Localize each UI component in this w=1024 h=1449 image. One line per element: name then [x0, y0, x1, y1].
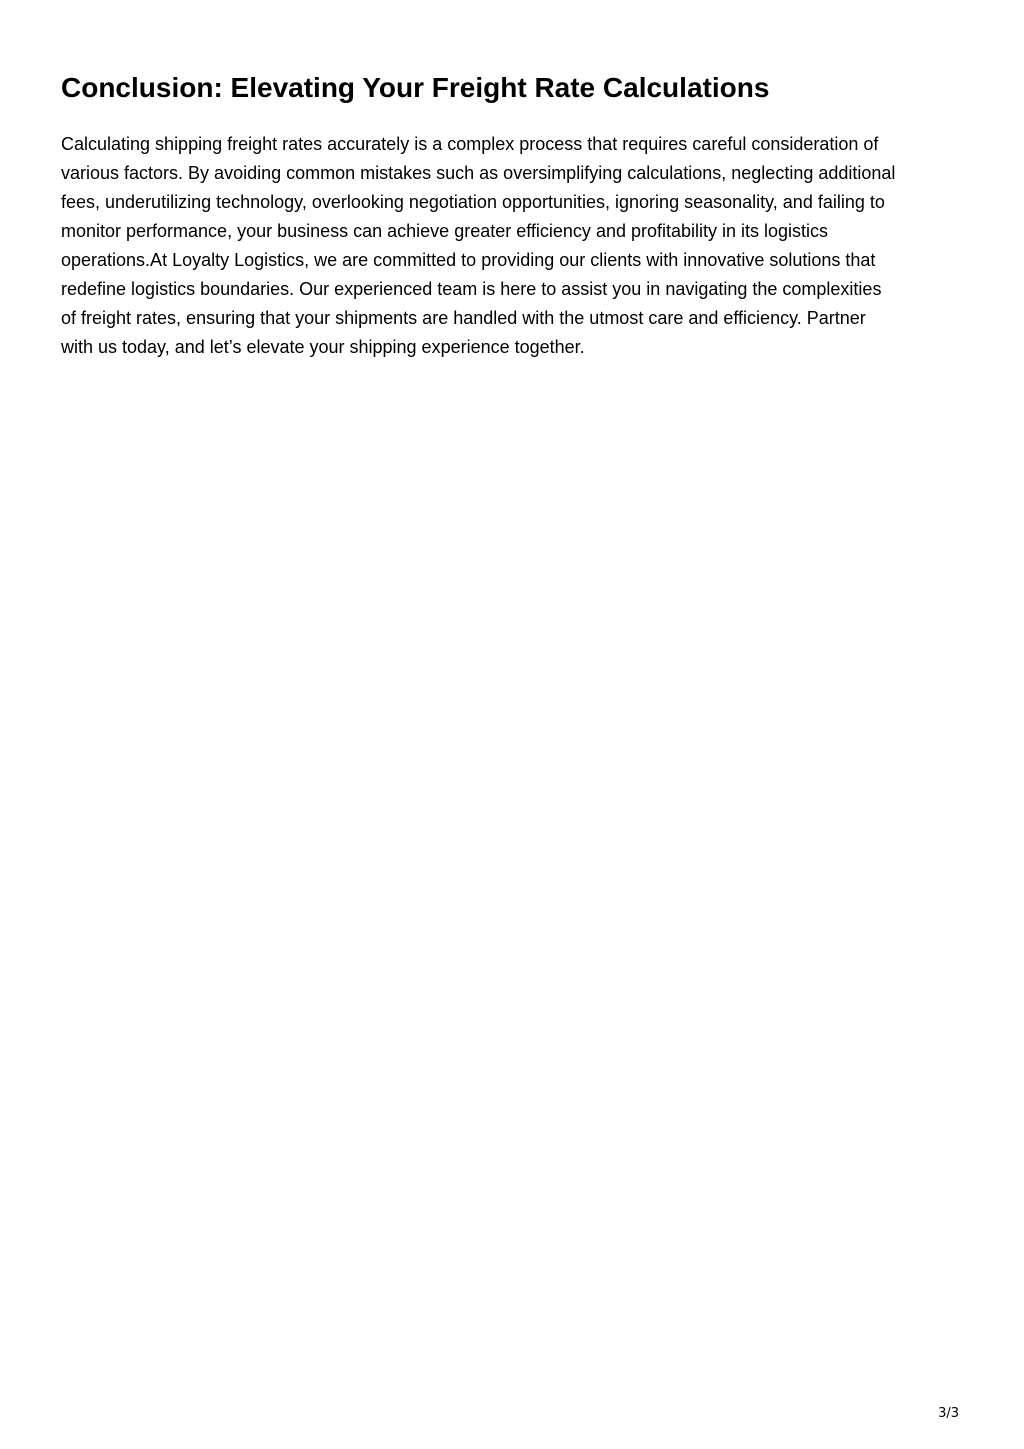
paragraph-line: fees, underutilizing technology, overlooking negotiation opportunities, ignoring seasonality, and failing to	[61, 192, 885, 212]
page-number: 3/3	[938, 1406, 959, 1421]
paragraph-line: Calculating shipping freight rates accurately is a complex process that requires careful consideration of	[61, 134, 879, 154]
section-heading: Conclusion: Elevating Your Freight Rate Calculations	[61, 72, 770, 103]
paragraph-line: with us today, and let’s elevate your shipping experience together.	[61, 337, 585, 357]
paragraph-line: of freight rates, ensuring that your shipments are handled with the utmost care and efficiency. Partner	[61, 308, 866, 328]
paragraph-line: redefine logistics boundaries. Our experienced team is here to assist you in navigating the complexities	[61, 279, 882, 299]
paragraph-line: various factors. By avoiding common mistakes such as oversimplifying calculations, neglecting additional	[61, 163, 896, 183]
paragraph-line: operations.At Loyalty Logistics, we are committed to providing our clients with innovative solutions that	[61, 250, 876, 270]
paragraph-line: monitor performance, your business can achieve greater efficiency and profitability in its logistics	[61, 221, 829, 241]
conclusion-paragraph	[61, 130, 966, 362]
